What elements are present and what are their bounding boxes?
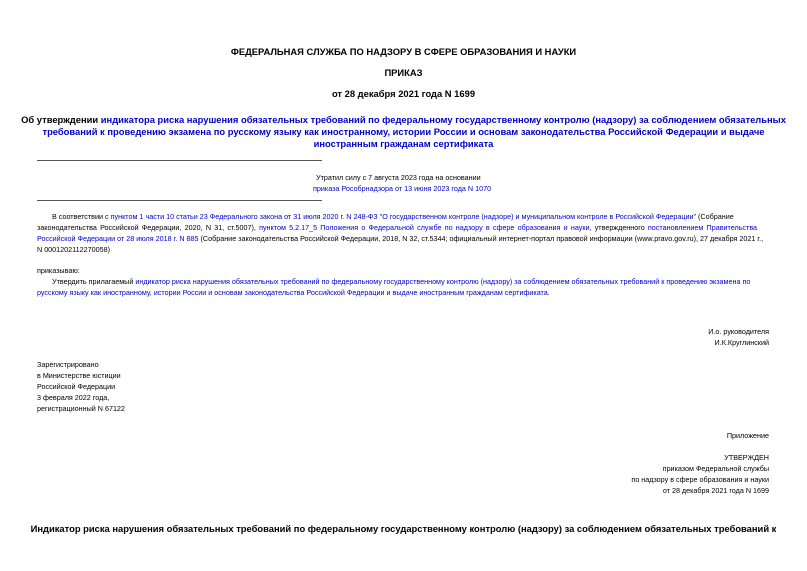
basis-regulation-link[interactable]: пунктом 5.2.17_5 Положения о Федеральной службе по надзору в сфере образования и науки (259, 223, 590, 232)
basis-text-4: , утвержденного (589, 223, 648, 232)
appendix-line: по надзору в сфере образования и науки (631, 475, 769, 484)
appendix-label: Приложение (726, 431, 769, 440)
order-word: приказываю: (37, 266, 80, 275)
order-line-2 (37, 287, 769, 298)
status-repeal-link[interactable]: приказа Рособрнадзора от 13 июня 2023 года N 1070 (313, 184, 492, 193)
status-line-1: Утратил силу с 7 августа 2023 года на основании (316, 173, 481, 182)
order-indicator-link-cont[interactable]: русскому языку как иностранному, истории России и основам законодательства Российской Федерации и выдаче иностранным гражданам сертификата (37, 288, 548, 297)
title-link-1[interactable]: индикатора риска нарушения обязательных требований по федеральному государственному контролю (надзору) за соблюдением обязательных (100, 114, 786, 125)
basis-law-link[interactable]: пунктом 1 части 10 статьи 23 Федерального закона от 31 июля 2020 г. N 248-ФЗ "О государственном контроле (надзоре) и муниципальном контроле в Российской Федерации" (110, 212, 697, 221)
title-link-2[interactable]: требований к проведению экзамена по русскому языку как иностранному, истории России и основам законодательства Российской Федерации и выдаче (42, 126, 765, 137)
title-line-3 (0, 138, 807, 149)
title-prefix: Об утверждении (21, 114, 101, 125)
registration-line: 3 февраля 2022 года, (37, 393, 110, 402)
basis-text-2: (Собрание (696, 212, 734, 221)
basis-text-3: законодательства Российской Федерации, 2020, N 31, ст.5007), (37, 223, 260, 232)
basis-line-2 (37, 222, 769, 233)
order-text-2: . (547, 288, 550, 297)
appendix-line: приказом Федеральной службы (662, 464, 769, 473)
doc-date-heading: от 28 декабря 2021 года N 1699 (331, 88, 476, 99)
doc-type-heading: ПРИКАЗ (384, 67, 423, 78)
title-line-2 (0, 126, 807, 137)
agency-heading: ФЕДЕРАЛЬНАЯ СЛУЖБА ПО НАДЗОРУ В СФЕРЕ ОБРАЗОВАНИЯ И НАУКИ (230, 46, 577, 57)
basis-line-4: N 0001202112270058) (37, 245, 111, 254)
order-indicator-link[interactable]: индикатор риска нарушения обязательных требований по федеральному государственному контролю (надзору) за соблюдением обязательных требований к проведению экзамена по (135, 277, 751, 286)
registration-line: в Министерстве юстиции (37, 371, 121, 380)
basis-text-1: В соответствии с (52, 212, 111, 221)
signature-name: И.К.Круглинский (714, 338, 769, 347)
basis-line-3 (37, 233, 769, 244)
title-line-1 (0, 114, 807, 125)
registration-line: Российской Федерации (37, 382, 116, 391)
basis-text-5: (Собрание законодательства Российской Федерации, 2018, N 32, ст.5344; официальный интернет-портал правовой информации (www.pravo.gov.ru), 27 декабря 2021 г., (198, 234, 764, 243)
appendix-line: от 28 декабря 2021 года N 1699 (662, 486, 769, 495)
title-link-3[interactable]: иностранным гражданам сертификата (313, 138, 494, 149)
order-line-1 (52, 276, 769, 287)
basis-line-1 (52, 211, 769, 222)
registration-line: Зарегистрировано (37, 360, 99, 369)
basis-decree-link-cont[interactable]: Российской Федерации от 28 июля 2018 г. N 885 (37, 234, 199, 243)
signature-role: И.о. руководителя (708, 327, 769, 336)
divider-bottom (37, 200, 322, 201)
order-text-1: Утвердить прилагаемый (52, 277, 136, 286)
registration-line: регистрационный N 67122 (37, 404, 125, 413)
indicator-title: Индикатор риска нарушения обязательных требований по федеральному государственному контролю (надзору) за соблюдением обязательных требований к (30, 523, 777, 534)
appendix-approved: УТВЕРЖДЕН (724, 453, 769, 462)
basis-decree-link[interactable]: постановлением Правительства (647, 223, 758, 232)
divider-top (37, 160, 322, 161)
